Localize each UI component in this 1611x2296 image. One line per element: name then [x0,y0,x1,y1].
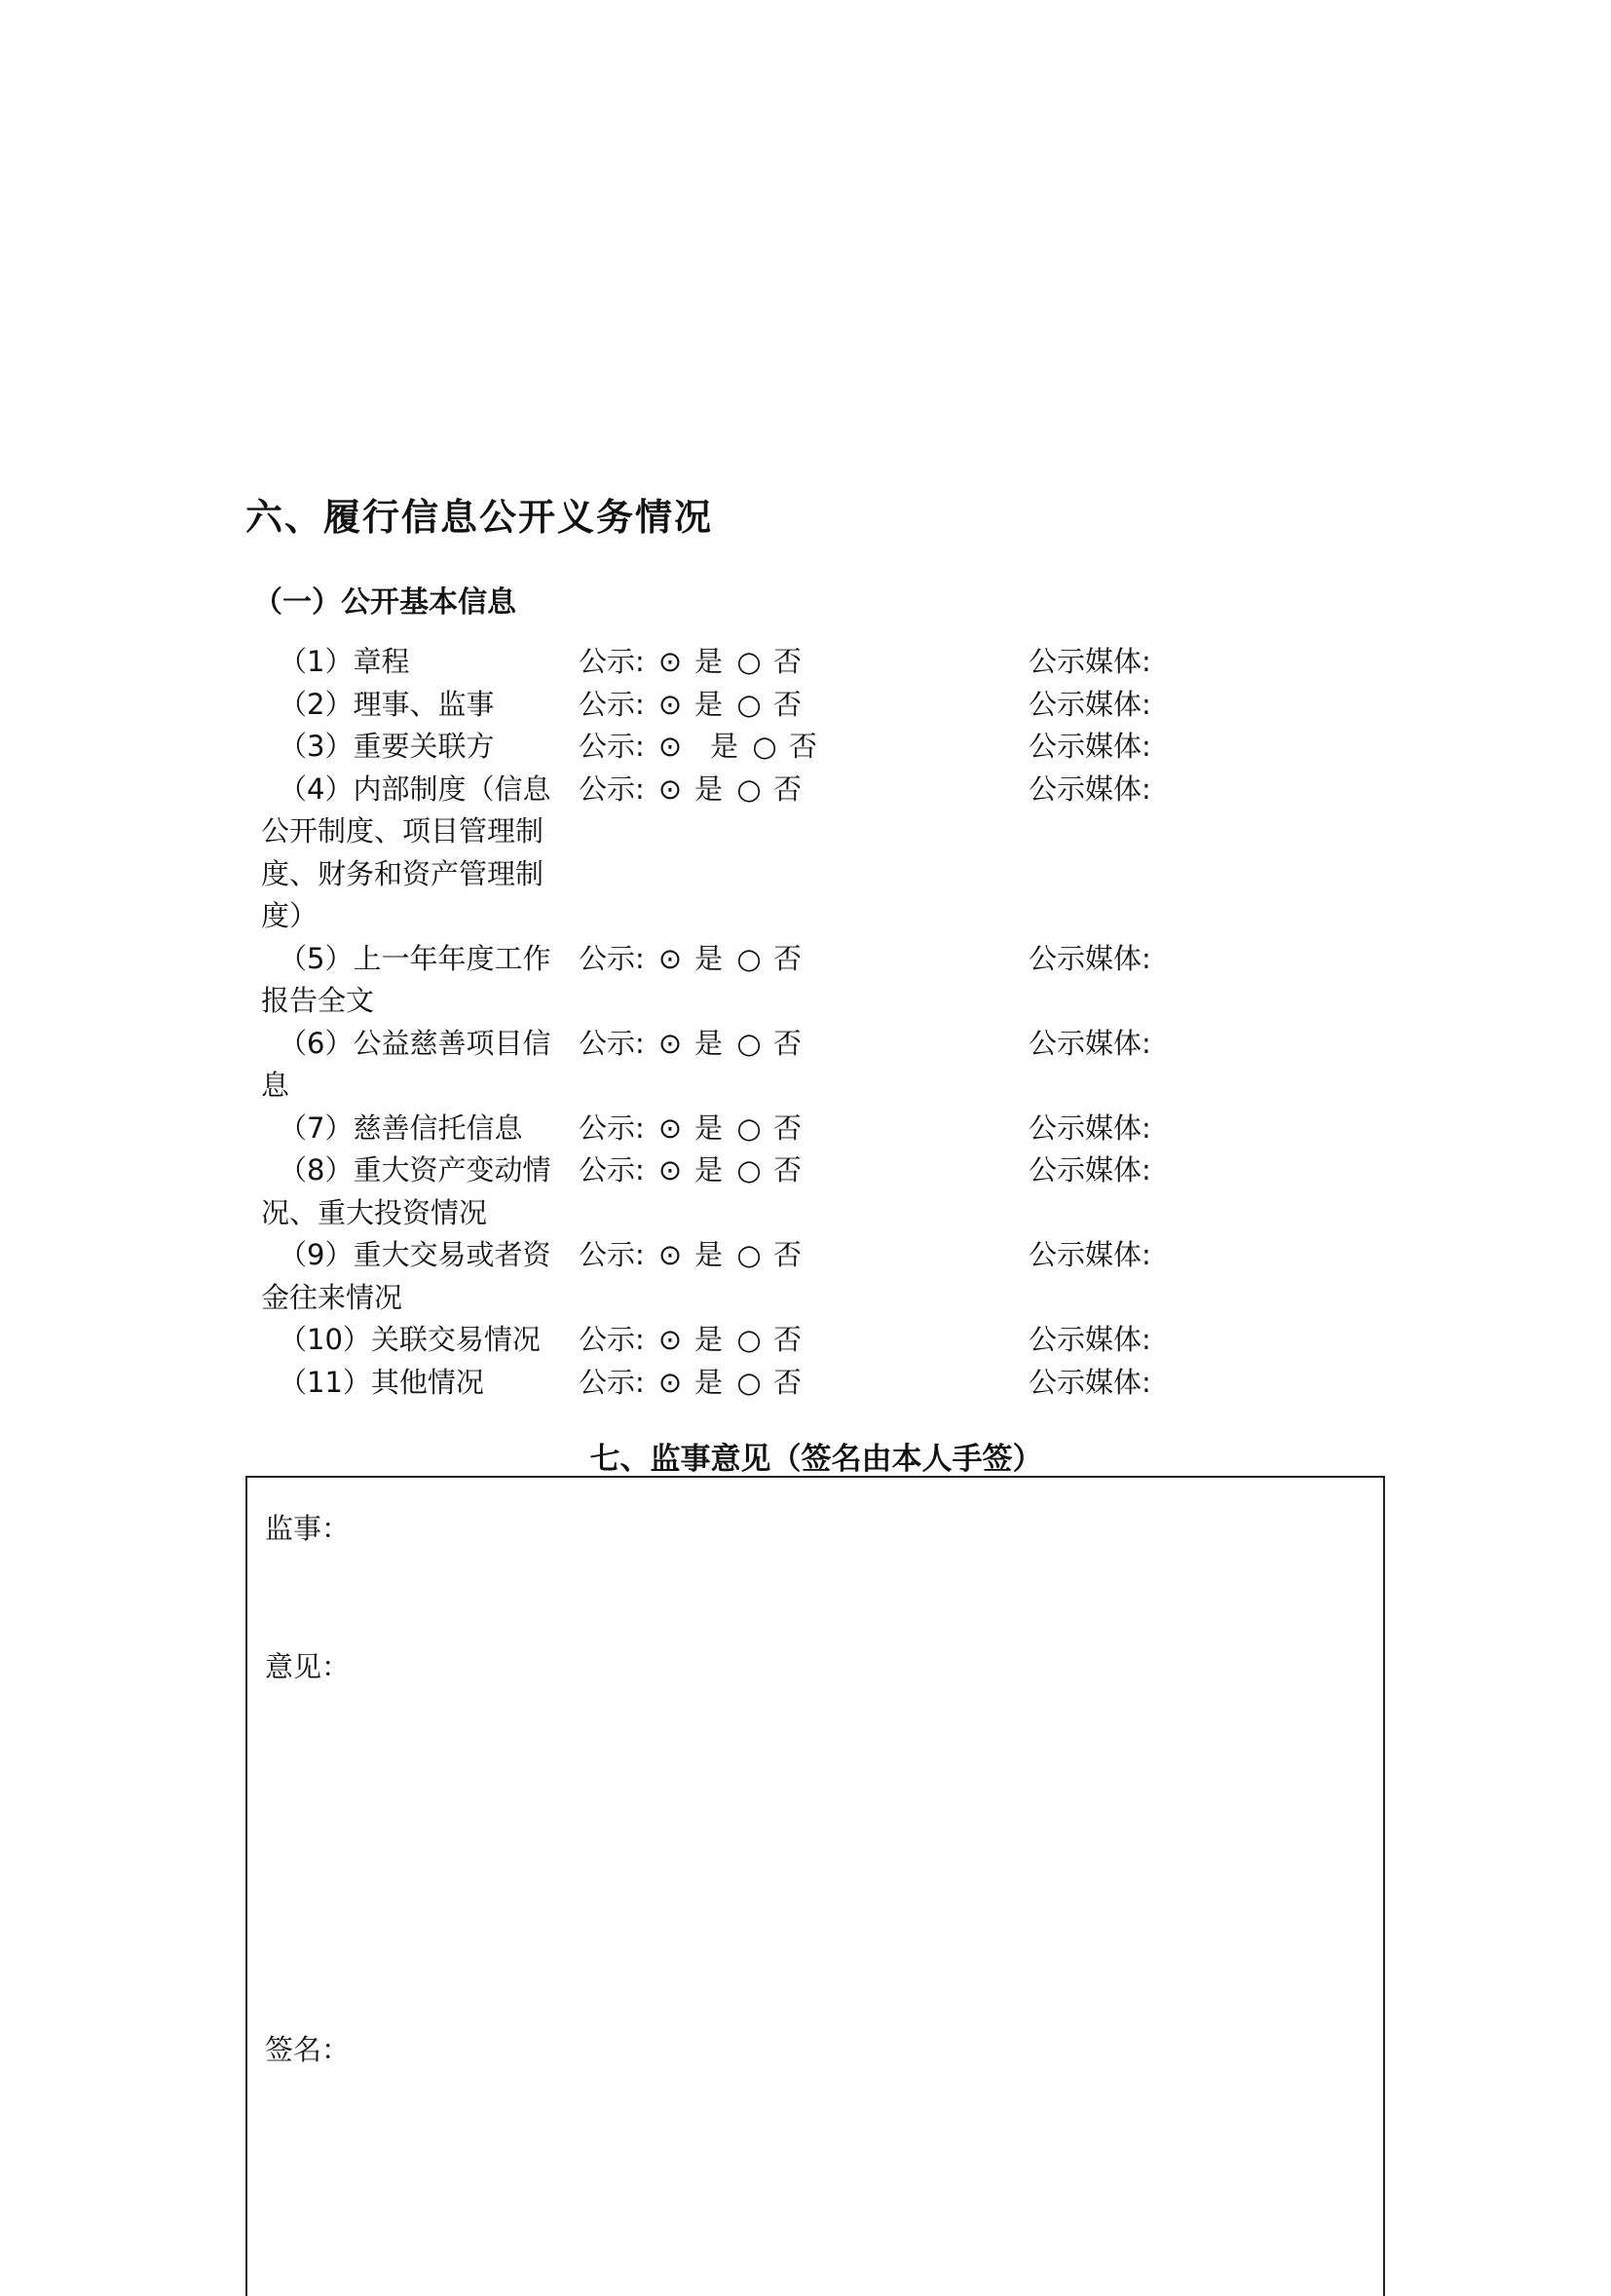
disclosure-item [261,1023,1196,1108]
yes-label: 是 [694,941,724,975]
no-radio[interactable]: ○ [736,941,762,975]
item-label: （9）重大交易或者资金往来情况 [261,1238,551,1314]
yes-label: 是 [694,1323,724,1356]
disclose-options [579,769,811,811]
no-label: 否 [773,687,803,721]
opinion-label: 意见： [265,1650,351,1683]
no-radio[interactable]: ○ [736,772,762,806]
media-label: 公示媒体: [1029,645,1151,678]
disclose-options [579,1362,811,1405]
yes-label: 是 [694,1365,724,1399]
item-label: （11）其他情况 [279,1365,484,1399]
yes-radio[interactable]: ⊙ [657,645,683,678]
item-label: （10）关联交易情况 [279,1323,541,1356]
disclose-options [579,641,811,684]
item-label: （3）重要关联方 [279,730,495,763]
no-label: 否 [773,941,803,975]
no-label: 否 [773,645,803,678]
disclosure-item [261,684,1196,727]
item-label: （7）慈善信托信息 [279,1110,523,1145]
yes-label: 是 [710,730,739,763]
disclose-label: 公示: [579,1323,645,1356]
no-radio[interactable]: ○ [752,730,777,763]
no-radio[interactable]: ○ [736,1110,762,1145]
no-label: 否 [773,1365,803,1399]
yes-radio[interactable]: ⊙ [657,1110,683,1145]
media-label: 公示媒体: [1029,1153,1151,1186]
opinion-box [245,1476,1385,2296]
disclosure-item [261,769,1196,938]
disclose-options [579,1234,811,1277]
disclosure-item [261,1234,1196,1319]
yes-radio[interactable]: ⊙ [657,1238,683,1271]
opinion-heading: 七、监事意见（签名由本人手签） [589,1442,1043,1477]
media-label: 公示媒体: [1029,772,1151,806]
disclose-label: 公示: [579,730,645,763]
item-label: （6）公益慈善项目信息 [261,1026,551,1102]
yes-radio[interactable]: ⊙ [657,730,683,763]
media-label: 公示媒体: [1029,941,1151,975]
section-title: 六、履行信息公开义务情况 [245,496,714,539]
yes-label: 是 [694,1238,724,1271]
disclose-label: 公示: [579,1365,645,1399]
item-label: （2）理事、监事 [279,687,495,721]
disclose-options [579,726,827,769]
disclose-options [579,1149,811,1192]
no-label: 否 [789,730,818,763]
disclose-label: 公示: [579,941,645,975]
no-radio[interactable]: ○ [736,645,762,678]
disclose-options [579,1319,811,1362]
yes-label: 是 [694,1110,724,1145]
yes-label: 是 [694,772,724,806]
disclose-label: 公示: [579,645,645,678]
disclose-options [579,1023,811,1066]
item-label: （4）内部制度（信息公开制度、项目管理制度、财务和资产管理制度） [261,772,551,932]
disclosure-item [261,1108,1196,1150]
disclosure-list [261,641,1196,1404]
disclosure-item [261,938,1196,1023]
yes-label: 是 [694,645,724,678]
disclose-label: 公示: [579,1110,645,1145]
no-radio[interactable]: ○ [736,1026,762,1060]
no-radio[interactable]: ○ [736,1238,762,1271]
media-label: 公示媒体: [1029,687,1151,721]
disclosure-item [261,1149,1196,1234]
no-label: 否 [773,1238,803,1271]
media-label: 公示媒体: [1029,1110,1151,1145]
yes-label: 是 [694,1026,724,1060]
disclose-label: 公示: [579,687,645,721]
supervisor-label: 监事： [265,1512,351,1545]
disclosure-item [261,641,1196,684]
media-label: 公示媒体: [1029,1026,1151,1060]
signature-label: 签名： [265,2033,351,2066]
yes-label: 是 [694,687,724,721]
yes-radio[interactable]: ⊙ [657,941,683,975]
item-label: （5）上一年年度工作报告全文 [261,941,551,1017]
no-radio[interactable]: ○ [736,1365,762,1399]
media-label: 公示媒体: [1029,1365,1151,1399]
item-label: （1）章程 [279,645,410,678]
disclose-options [579,1108,811,1150]
media-label: 公示媒体: [1029,730,1151,763]
yes-radio[interactable]: ⊙ [657,1323,683,1356]
no-label: 否 [773,1153,803,1186]
no-label: 否 [773,1323,803,1356]
yes-radio[interactable]: ⊙ [657,1365,683,1399]
disclose-label: 公示: [579,772,645,806]
no-label: 否 [773,772,803,806]
no-label: 否 [773,1110,803,1145]
no-label: 否 [773,1026,803,1060]
yes-radio[interactable]: ⊙ [657,772,683,806]
no-radio[interactable]: ○ [736,1323,762,1356]
yes-radio[interactable]: ⊙ [657,1153,683,1186]
disclose-label: 公示: [579,1153,645,1186]
disclose-label: 公示: [579,1026,645,1060]
media-label: 公示媒体: [1029,1238,1151,1271]
disclosure-item [261,1319,1196,1362]
disclose-options [579,938,811,981]
media-label: 公示媒体: [1029,1323,1151,1356]
yes-label: 是 [694,1153,724,1186]
subsection-title: （一）公开基本信息 [253,585,516,620]
disclosure-item [261,1362,1196,1405]
disclose-options [579,684,811,727]
disclose-label: 公示: [579,1238,645,1271]
yes-radio[interactable]: ⊙ [657,687,683,721]
item-label: （8）重大资产变动情况、重大投资情况 [261,1153,551,1229]
disclosure-item [261,726,1196,769]
no-radio[interactable]: ○ [736,1153,762,1186]
yes-radio[interactable]: ⊙ [657,1026,683,1060]
no-radio[interactable]: ○ [736,687,762,721]
